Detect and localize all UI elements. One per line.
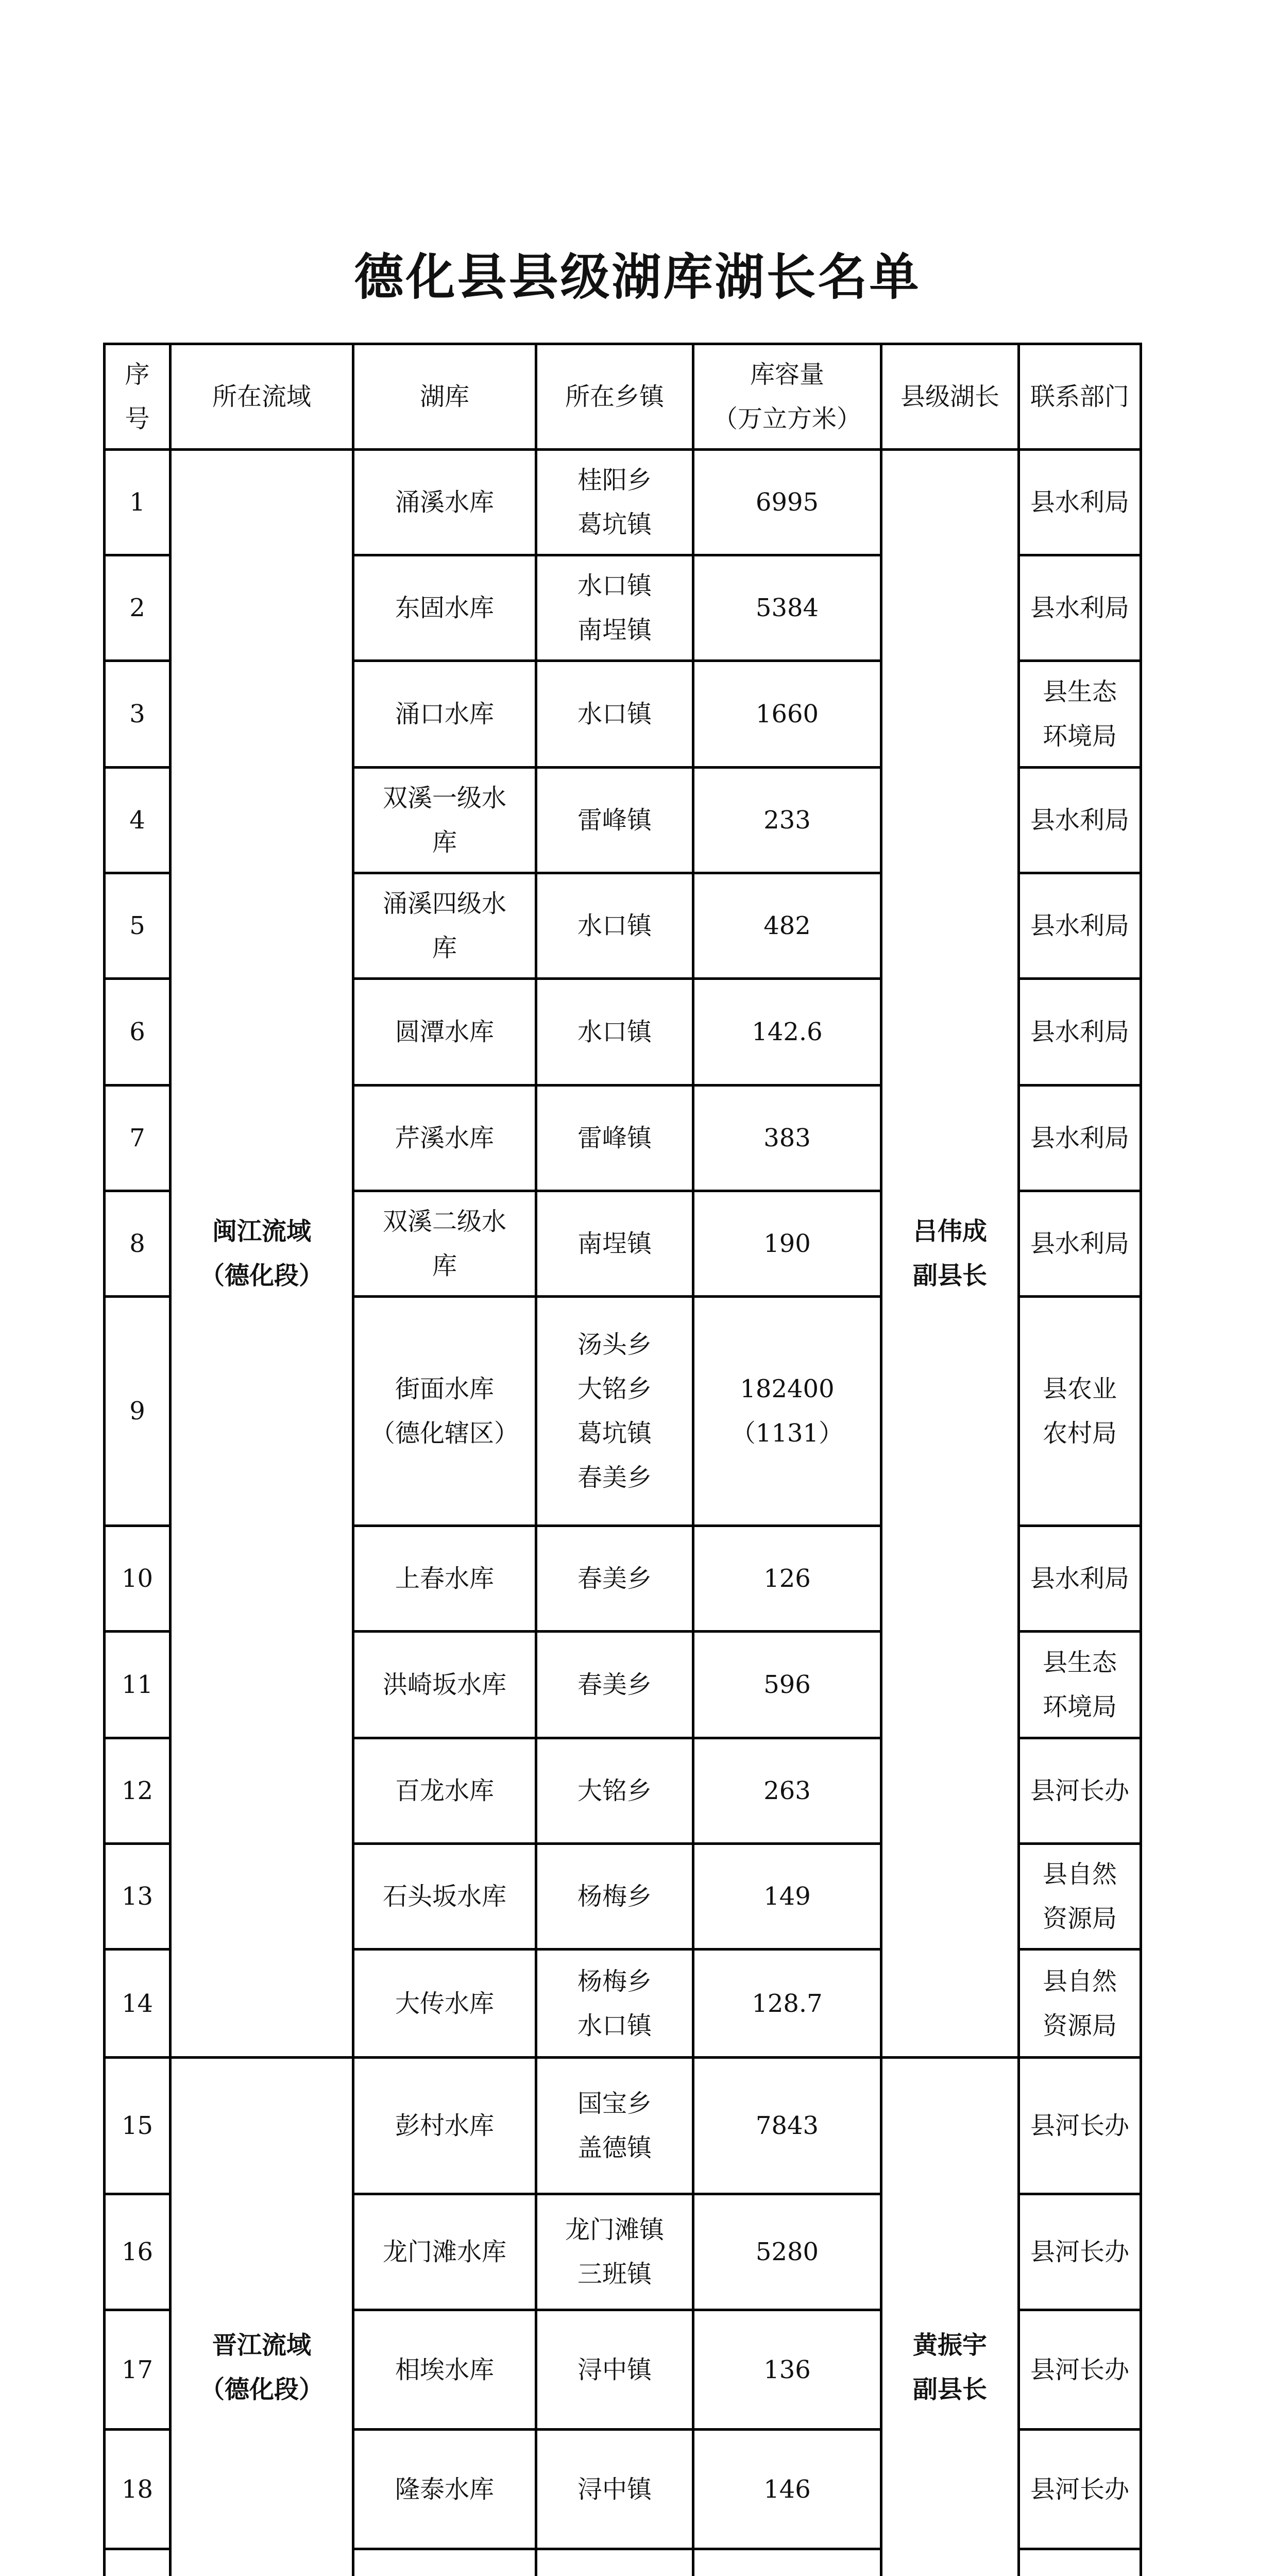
town-list-line: 水口镇: [577, 1018, 652, 1046]
contact-dept: [1019, 1632, 1141, 1738]
reservoir-name: [353, 2549, 536, 2576]
contact-dept-line: 县农业: [1042, 1375, 1117, 1403]
header-row: [105, 344, 1141, 450]
row-number: 5: [105, 873, 171, 979]
town-list-line: 水口镇: [577, 2011, 652, 2040]
contact-dept: [1019, 768, 1141, 873]
town-list: [536, 1297, 693, 1526]
row-number: 3: [105, 661, 171, 768]
town-list-line: 水口镇: [577, 911, 652, 940]
header-dept: 联系部门: [1019, 344, 1141, 450]
row-number: 4: [105, 768, 171, 873]
capacity-value: [693, 1086, 881, 1191]
contact-dept-line: 环境局: [1042, 1692, 1117, 1721]
reservoir-name-line: 上春水库: [395, 1564, 494, 1593]
town-list: [536, 1950, 693, 2058]
reservoir-name: [353, 1191, 536, 1297]
town-list: [536, 2549, 693, 2576]
reservoir-name-line: 东固水库: [395, 594, 494, 622]
town-list-line: 春美乡: [577, 1670, 652, 1699]
town-list: [536, 2058, 693, 2194]
table-row: [105, 450, 1141, 555]
page-title: 德化县县级湖库湖长名单: [354, 248, 921, 306]
reservoir-name: [353, 1844, 536, 1950]
contact-dept-line: 县河长办: [1030, 2475, 1129, 2504]
basin-label-line: （德化段）: [199, 2375, 324, 2404]
capacity-value-line: 7843: [755, 2111, 819, 2140]
town-list-line: 桂阳乡: [577, 466, 652, 495]
header-seq: [105, 344, 171, 450]
row-number: 9: [105, 1297, 171, 1526]
contact-dept: [1019, 1086, 1141, 1191]
town-list-line: 大铭乡: [577, 1375, 652, 1403]
town-list: [536, 873, 693, 979]
reservoir-name-line: 涌溪水库: [395, 488, 494, 517]
capacity-value: [693, 2058, 881, 2194]
contact-dept-line: 县河长办: [1030, 2238, 1129, 2266]
reservoir-name-line: 涌口水库: [395, 700, 494, 728]
reservoir-name: [353, 555, 536, 661]
capacity-value-line: 263: [763, 1776, 811, 1805]
contact-dept: [1019, 661, 1141, 768]
capacity-value: [693, 1526, 881, 1632]
town-list-line: 水口镇: [577, 700, 652, 728]
capacity-value: [693, 768, 881, 873]
capacity-value: [693, 450, 881, 555]
reservoir-name-line: 双溪二级水: [382, 1207, 506, 1236]
town-list-line: 盖德镇: [577, 2133, 652, 2162]
row-number: 12: [105, 1738, 171, 1844]
reservoir-name: [353, 1738, 536, 1844]
reservoir-name-line: （德化辖区）: [370, 1419, 519, 1448]
row-number: 13: [105, 1844, 171, 1950]
contact-dept: [1019, 2549, 1141, 2576]
contact-dept: [1019, 1297, 1141, 1526]
reservoir-name: [353, 1297, 536, 1526]
capacity-value: [693, 661, 881, 768]
contact-dept-line: 县水利局: [1030, 1229, 1129, 1258]
town-list: [536, 1844, 693, 1950]
capacity-value-line: 5280: [755, 2238, 819, 2266]
reservoir-name-line: 涌溪四级水: [382, 889, 506, 918]
capacity-value-line: 190: [763, 1229, 811, 1258]
contact-dept-line: 县生态: [1042, 677, 1117, 706]
town-list-line: 大铭乡: [577, 1776, 652, 1805]
reservoir-name: [353, 2058, 536, 2194]
town-list: [536, 979, 693, 1086]
chief-cell: [881, 450, 1019, 2058]
contact-dept-line: 县河长办: [1030, 1776, 1129, 1805]
contact-dept-line: 县水利局: [1030, 1018, 1129, 1046]
capacity-value-line: 146: [763, 2475, 811, 2504]
chief-label-line: 吕伟成: [912, 1217, 987, 1246]
chief-label-line: 黄振宇: [912, 2330, 987, 2360]
capacity-value: [693, 1191, 881, 1297]
contact-dept: [1019, 1191, 1141, 1297]
capacity-value-line: 1660: [755, 700, 819, 728]
town-list-line: 浔中镇: [577, 2475, 652, 2504]
reservoir-name: [353, 2310, 536, 2430]
chief-label-line: 副县长: [912, 1261, 987, 1290]
capacity-value-line: （1131）: [730, 1419, 844, 1448]
basin-label-line: 晋江流域: [212, 2330, 311, 2360]
capacity-value-line: 149: [763, 1882, 811, 1911]
capacity-value: [693, 2310, 881, 2430]
row-number: 1: [105, 450, 171, 555]
town-list: [536, 1086, 693, 1191]
reservoir-name-line: 库: [432, 828, 457, 857]
town-list: [536, 555, 693, 661]
capacity-value-line: 182400: [740, 1375, 835, 1403]
contact-dept: [1019, 873, 1141, 979]
row-number: 2: [105, 555, 171, 661]
basin-label-line: （德化段）: [199, 1261, 324, 1290]
contact-dept-line: 县自然: [1042, 1967, 1117, 1996]
town-list: [536, 1632, 693, 1738]
town-list-line: 龙门滩镇: [565, 2215, 664, 2244]
capacity-value: [693, 1844, 881, 1950]
contact-dept: [1019, 1950, 1141, 2058]
reservoir-name-line: 洪崎坂水库: [382, 1670, 506, 1699]
town-list-line: 南埕镇: [577, 1229, 652, 1258]
capacity-value-line: 383: [763, 1124, 811, 1153]
contact-dept-line: 县水利局: [1030, 806, 1129, 835]
town-list-line: 雷峰镇: [577, 806, 652, 835]
contact-dept-line: 县水利局: [1030, 488, 1129, 517]
town-list: [536, 1526, 693, 1632]
reservoir-name-line: 隆泰水库: [395, 2475, 494, 2504]
town-list-line: 水口镇: [577, 571, 652, 600]
reservoir-name-line: 圆潭水库: [395, 1018, 494, 1046]
town-list: [536, 2310, 693, 2430]
town-list: [536, 450, 693, 555]
reservoir-name: [353, 661, 536, 768]
contact-dept: [1019, 2310, 1141, 2430]
row-number: 8: [105, 1191, 171, 1297]
town-list-line: 雷峰镇: [577, 1124, 652, 1153]
contact-dept-line: 县水利局: [1030, 1564, 1129, 1593]
capacity-value: [693, 979, 881, 1086]
contact-dept-line: 农村局: [1042, 1419, 1117, 1448]
reservoir-name: [353, 2430, 536, 2549]
reservoir-name: [353, 873, 536, 979]
town-list: [536, 768, 693, 873]
contact-dept-line: 资源局: [1042, 1904, 1117, 1933]
row-number: 10: [105, 1526, 171, 1632]
town-list: [536, 1191, 693, 1297]
capacity-value: [693, 2194, 881, 2310]
capacity-value-line: 126: [763, 1564, 811, 1593]
chief-label-line: 副县长: [912, 2375, 987, 2404]
town-list: [536, 2430, 693, 2549]
header-seq-line1: 序: [125, 360, 150, 389]
capacity-value: [693, 1738, 881, 1844]
capacity-value-line: 142.6: [752, 1018, 823, 1046]
reservoir-name-line: 龙门滩水库: [382, 2238, 506, 2266]
reservoir-name-line: 彭村水库: [395, 2111, 494, 2140]
header-capacity-line2: （万立方米）: [712, 404, 861, 433]
reservoir-name-line: 库: [432, 934, 457, 962]
town-list-line: 杨梅乡: [577, 1967, 652, 1996]
town-list-line: 春美乡: [577, 1463, 652, 1492]
row-number: [105, 2549, 171, 2576]
header-reservoir: 湖库: [353, 344, 536, 450]
reservoir-name-line: 双溪一级水: [382, 784, 506, 812]
town-list: [536, 1738, 693, 1844]
capacity-value-line: 233: [763, 806, 811, 835]
basin-cell: [171, 450, 353, 2058]
header-basin: 所在流域: [171, 344, 353, 450]
contact-dept: [1019, 1526, 1141, 1632]
reservoir-name-line: 相埃水库: [395, 2355, 494, 2384]
contact-dept: [1019, 1738, 1141, 1844]
row-number: 11: [105, 1632, 171, 1738]
town-list-line: 国宝乡: [577, 2089, 652, 2118]
contact-dept: [1019, 2058, 1141, 2194]
capacity-value: [693, 1632, 881, 1738]
town-list: [536, 2194, 693, 2310]
reservoir-name-line: 百龙水库: [395, 1776, 494, 1805]
capacity-value: [693, 873, 881, 979]
row-number: 16: [105, 2194, 171, 2310]
town-list-line: 三班镇: [577, 2260, 652, 2289]
reservoir-name: [353, 1950, 536, 2058]
reservoir-name-line: 大传水库: [395, 1989, 494, 2018]
reservoir-name: [353, 1086, 536, 1191]
capacity-value: [693, 555, 881, 661]
reservoir-name-line: 库: [432, 1251, 457, 1280]
row-number: 17: [105, 2310, 171, 2430]
row-number: 7: [105, 1086, 171, 1191]
contact-dept: [1019, 555, 1141, 661]
town-list-line: 浔中镇: [577, 2355, 652, 2384]
table-body: [105, 450, 1141, 2576]
capacity-value-line: 5384: [755, 594, 819, 622]
contact-dept-line: 县自然: [1042, 1860, 1117, 1889]
contact-dept-line: 县河长办: [1030, 2111, 1129, 2140]
town-list-line: 葛坑镇: [577, 510, 652, 539]
contact-dept: [1019, 450, 1141, 555]
contact-dept-line: 资源局: [1042, 2011, 1117, 2040]
capacity-value-line: 596: [763, 1670, 811, 1699]
town-list-line: 杨梅乡: [577, 1882, 652, 1911]
reservoir-name-line: 石头坂水库: [382, 1882, 506, 1911]
reservoir-name: [353, 768, 536, 873]
town-list-line: 南埕镇: [577, 616, 652, 645]
reservoir-name: [353, 2194, 536, 2310]
capacity-value: [693, 2549, 881, 2576]
header-chief: 县级湖长: [881, 344, 1019, 450]
contact-dept: [1019, 979, 1141, 1086]
contact-dept-line: 县河长办: [1030, 2355, 1129, 2384]
header-capacity: [693, 344, 881, 450]
contact-dept-line: 环境局: [1042, 722, 1117, 751]
capacity-value: [693, 1297, 881, 1526]
capacity-value: [693, 2430, 881, 2549]
town-list-line: 汤头乡: [577, 1330, 652, 1359]
capacity-value: [693, 1950, 881, 2058]
header-capacity-line1: 库容量: [750, 360, 824, 389]
row-number: 18: [105, 2430, 171, 2549]
contact-dept: [1019, 2430, 1141, 2549]
town-list: [536, 661, 693, 768]
reservoir-name: [353, 1526, 536, 1632]
header-town: 所在乡镇: [536, 344, 693, 450]
contact-dept-line: 县水利局: [1030, 594, 1129, 622]
row-number: 6: [105, 979, 171, 1086]
town-list-line: 春美乡: [577, 1564, 652, 1593]
chief-cell: [881, 2058, 1019, 2576]
table-row: [105, 2058, 1141, 2194]
basin-label-line: 闽江流域: [212, 1217, 311, 1246]
reservoir-name-line: 芹溪水库: [395, 1124, 494, 1153]
row-number: 14: [105, 1950, 171, 2058]
contact-dept-line: 县水利局: [1030, 1124, 1129, 1153]
basin-cell: [171, 2058, 353, 2576]
contact-dept: [1019, 2194, 1141, 2310]
reservoir-name: [353, 1632, 536, 1738]
contact-dept-line: 县水利局: [1030, 911, 1129, 940]
lake-chief-table: [103, 343, 1142, 2576]
capacity-value-line: 482: [763, 911, 811, 940]
reservoir-name-line: 街面水库: [395, 1375, 494, 1403]
contact-dept-line: 县生态: [1042, 1648, 1117, 1677]
reservoir-name: [353, 979, 536, 1086]
header-seq-line2: 号: [125, 404, 150, 433]
contact-dept: [1019, 1844, 1141, 1950]
row-number: 15: [105, 2058, 171, 2194]
town-list-line: 葛坑镇: [577, 1419, 652, 1448]
reservoir-name: [353, 450, 536, 555]
capacity-value-line: 128.7: [752, 1989, 823, 2018]
capacity-value-line: 136: [763, 2355, 811, 2384]
capacity-value-line: 6995: [755, 488, 819, 517]
